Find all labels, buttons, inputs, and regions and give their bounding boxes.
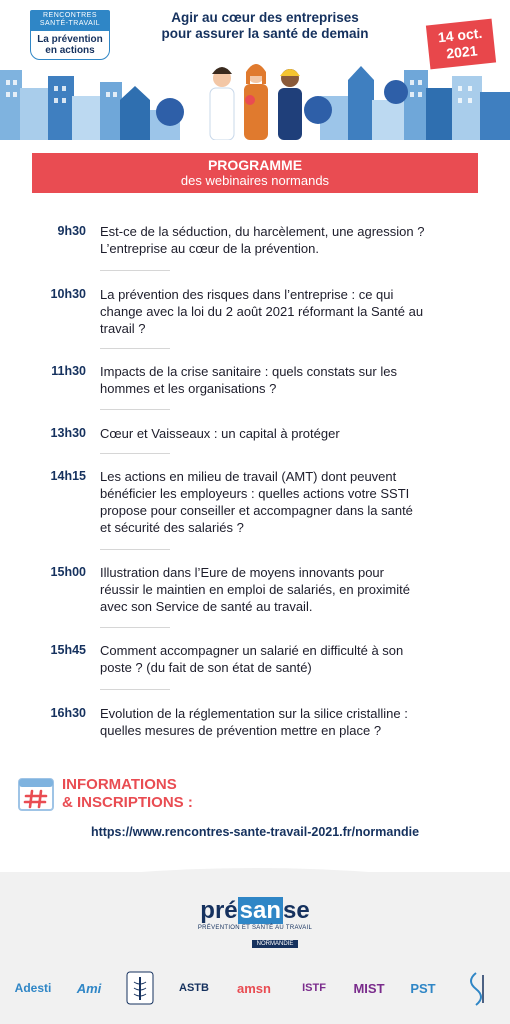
- presanse-logo: [196, 898, 314, 946]
- header-banner: [0, 0, 510, 140]
- info-title-line-2: & INSCRIPTIONS :: [62, 794, 193, 811]
- description-line: Les actions en milieu de travail (AMT) dont peuvent: [100, 469, 397, 484]
- partner-logos: [8, 968, 502, 1008]
- workers-illustration: [210, 64, 302, 140]
- caduceus-icon: [125, 970, 155, 1006]
- presanse-wordmark: [196, 898, 314, 924]
- schedule-time: 13h30: [50, 426, 86, 440]
- schedule-description: [100, 223, 480, 257]
- partner-logo-amsn: amsn: [237, 980, 271, 996]
- programme-subtitle: des webinaires normands: [180, 173, 330, 188]
- description-line: L’entreprise au cœur de la prévention.: [100, 241, 319, 256]
- presanse-subtitle: PRÉVENTION ET SANTÉ AU TRAVAIL: [197, 925, 313, 931]
- programme-title: PROGRAMME: [207, 157, 303, 173]
- date-badge: [426, 19, 496, 70]
- description-line: Impacts de la crise sanitaire : quels constats sur les: [100, 364, 397, 379]
- partner-logo-istf: ISTF: [302, 982, 326, 994]
- schedule-description: [100, 363, 480, 397]
- description-line: Cœur et Vaisseaux : un capital à protéger: [100, 426, 340, 441]
- description-line: avec son Service de santé au travail.: [100, 599, 313, 614]
- presanse-part: pré: [200, 897, 238, 924]
- schedule-description: [100, 468, 480, 536]
- schedule-description: [100, 705, 480, 739]
- description-line: Comment accompagner un salarié en difficulté à son: [100, 643, 404, 658]
- description-line: change avec la loi du 2 août 2021 réformant la Santé au: [100, 304, 424, 319]
- info-title-line-1: INFORMATIONS: [62, 776, 177, 793]
- description-line: La prévention des risques dans l’entreprise : ce qui: [100, 287, 394, 302]
- description-line: et sécurité des salariés ?: [100, 520, 244, 535]
- description-line: quelles mesures de prévention mettre en place ?: [100, 723, 382, 738]
- separator: [100, 348, 170, 349]
- schedule-description: [100, 286, 480, 337]
- schedule-description: [100, 425, 480, 442]
- rencontres-logo: [30, 10, 110, 64]
- schedule-time: 15h00: [50, 565, 86, 579]
- programme-banner: [32, 153, 478, 193]
- header-tagline: [130, 10, 400, 42]
- presanse-part: se: [283, 897, 310, 924]
- registration-link[interactable]: https://www.rencontres-sante-travail-2021.fr/normandie: [90, 825, 420, 839]
- schedule-time: 11h30: [51, 364, 86, 378]
- partner-logo-pst: PST: [410, 980, 436, 996]
- schedule-description: [100, 564, 480, 615]
- swirl-logo-icon: [459, 969, 493, 1007]
- partner-logo-ami: Ami: [76, 980, 102, 996]
- logo-bottom-text: La prévention en actions: [30, 30, 110, 60]
- schedule-time: 9h30: [57, 224, 86, 238]
- separator: [100, 549, 170, 550]
- partner-logo-emblem: [120, 968, 160, 1008]
- schedule-time: 16h30: [50, 706, 86, 720]
- separator: [100, 270, 170, 271]
- separator: [100, 409, 170, 410]
- logo-top-text: RENCONTRES SANTÉ-TRAVAIL: [30, 10, 110, 30]
- description-line: Illustration dans l’Eure de moyens innovants pour: [100, 565, 384, 580]
- description-line: Evolution de la réglementation sur la silice cristalline :: [100, 706, 408, 721]
- description-line: propose pour conseiller et accompagner dans la santé: [100, 503, 413, 518]
- description-line: réussir le maintien en emploi de salariés, en proximité: [100, 582, 410, 597]
- date-line-2: 2021: [445, 42, 479, 62]
- tagline-line-1: Agir au cœur des entreprises: [171, 10, 359, 25]
- separator: [100, 627, 170, 628]
- partner-logo-astb: ASTB: [179, 982, 209, 994]
- partner-logo-mist: MIST: [353, 980, 385, 996]
- hashtag-calendar-icon: [18, 776, 54, 812]
- schedule-time: 10h30: [50, 287, 86, 301]
- separator: [100, 689, 170, 690]
- description-line: hommes et les organisations ?: [100, 381, 277, 396]
- description-line: travail ?: [100, 321, 146, 336]
- description-line: Est-ce de la séduction, du harcèlement, une agression ?: [100, 224, 425, 239]
- schedule-time: 15h45: [50, 643, 86, 657]
- description-line: bénéficier les employeurs : quelles actions votre SSTI: [100, 486, 410, 501]
- presanse-region: NORMANDIE: [252, 940, 299, 948]
- info-title: [62, 776, 193, 812]
- separator: [100, 453, 170, 454]
- date-line-1: 14 oct.: [437, 24, 483, 46]
- schedule-time: 14h15: [50, 469, 86, 483]
- description-line: poste ? (du fait de son état de santé): [100, 660, 312, 675]
- tagline-line-2: pour assurer la santé de demain: [161, 26, 369, 41]
- presanse-part: san: [239, 897, 281, 924]
- schedule-description: [100, 642, 480, 676]
- partner-logo-swirl: [454, 968, 498, 1008]
- footer-wave: [0, 858, 510, 888]
- partner-logo-adesti: Adesti: [14, 981, 52, 995]
